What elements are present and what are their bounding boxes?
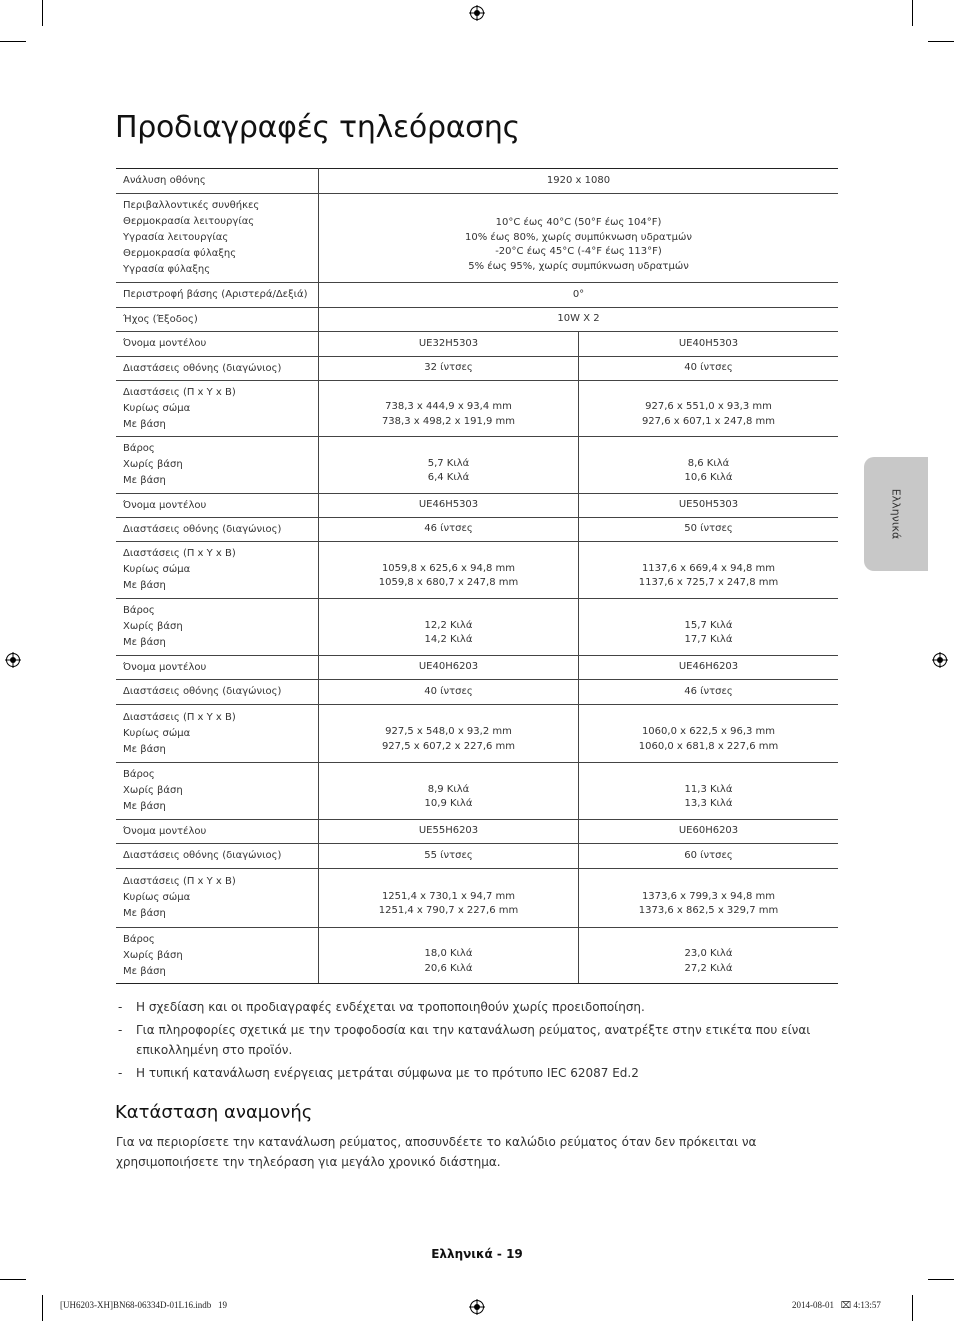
spec-label	[116, 169, 319, 194]
spec-label	[116, 494, 319, 518]
spec-value-line: 12,2 Κιλά	[424, 619, 473, 631]
crop-mark	[0, 1279, 26, 1280]
spec-value-line: UE60H6203	[678, 825, 739, 837]
spec-value-line: 10,9 Κιλά	[424, 798, 473, 809]
spec-value	[319, 928, 579, 984]
spec-value	[319, 844, 579, 869]
spec-value-line: 10°C έως 40°C (50°F έως 104°F)	[495, 217, 662, 228]
registration-mark-icon	[469, 1299, 485, 1315]
spec-value-line: 23,0 Κιλά	[684, 948, 733, 959]
spec-value	[319, 381, 579, 437]
spec-value-line: -20°C έως 45°C (-4°F έως 113°F)	[495, 246, 662, 257]
spec-label	[116, 308, 319, 332]
spec-row	[116, 169, 838, 194]
spec-value-line: 15,7 Κιλά	[684, 619, 733, 631]
spec-value	[579, 820, 839, 844]
spec-value	[319, 437, 579, 494]
spec-value	[319, 283, 839, 308]
spec-value	[579, 656, 839, 680]
note-dash: -	[118, 1023, 123, 1037]
spec-value	[319, 542, 579, 599]
spec-row	[116, 308, 838, 332]
spec-label	[116, 381, 319, 437]
spec-label-line: Με βάση	[123, 475, 166, 486]
spec-label-line: Χωρίς βάση	[123, 621, 183, 632]
spec-label	[116, 542, 319, 599]
note-dash: -	[118, 1066, 123, 1080]
crop-mark	[928, 41, 954, 42]
spec-value	[319, 494, 579, 518]
spec-value-line: 27,2 Κιλά	[684, 962, 733, 974]
spec-value	[579, 705, 839, 763]
spec-label-line: Διαστάσεις οθόνης (διαγώνιος)	[123, 523, 282, 535]
spec-value-line: 46 ίντσες	[424, 523, 473, 535]
spec-label	[116, 194, 319, 283]
spec-row	[116, 542, 838, 599]
spec-value-line: 8,6 Κιλά	[687, 457, 730, 469]
spec-label	[116, 705, 319, 763]
notes-list	[116, 997, 838, 1086]
spec-label-line: Βάρος	[123, 443, 155, 454]
spec-label-line: Κυρίως σώμα	[123, 892, 191, 903]
spec-value	[319, 599, 579, 656]
spec-value-line: 1373,6 x 862,5 x 329,7 mm	[638, 905, 779, 916]
spec-value	[319, 518, 579, 542]
spec-value-line: 927,6 x 607,1 x 247,8 mm	[641, 415, 776, 427]
spec-label	[116, 763, 319, 820]
spec-row	[116, 381, 838, 437]
spec-value-line: UE55H6203	[418, 825, 479, 837]
spec-label-line: Διαστάσεις (Π x Υ x Β)	[123, 876, 236, 887]
spec-label-line: Περιστροφή βάσης (Αριστερά/Δεξιά)	[123, 289, 308, 300]
registration-mark-icon	[932, 652, 948, 668]
spec-value	[579, 680, 839, 705]
spec-label	[116, 437, 319, 494]
language-side-tab	[864, 457, 928, 571]
spec-value-line: 927,6 x 551,0 x 93,3 mm	[645, 401, 772, 412]
spec-label-line: Όνομα μοντέλου	[123, 661, 207, 673]
spec-label-line: Χωρίς βάση	[123, 459, 183, 470]
spec-label	[116, 599, 319, 656]
standby-text: Για να περιορίσετε την κατανάλωση ρεύματος, αποσυνδέετε το καλώδιο ρεύματος όταν δεν πρόκειται να χρησιμοποιήσετε την τηλεόραση για μεγάλο χρονικό διάστημα.	[116, 1135, 757, 1169]
spec-value-line: 20,6 Κιλά	[424, 962, 473, 974]
spec-value	[319, 869, 579, 928]
spec-label	[116, 518, 319, 542]
spec-value	[579, 928, 839, 984]
spec-label-line: Διαστάσεις οθόνης (διαγώνιος)	[123, 686, 282, 697]
spec-value-line: 1137,6 x 669,4 x 94,8 mm	[641, 562, 776, 574]
spec-value-line: 1059,8 x 680,7 x 247,8 mm	[378, 577, 519, 588]
spec-value-line: 1059,8 x 625,6 x 94,8 mm	[381, 562, 516, 574]
spec-label-line: Χωρίς βάση	[123, 949, 183, 961]
registration-mark-icon	[5, 652, 21, 668]
spec-label-line: Διαστάσεις (Π x Υ x Β)	[123, 711, 236, 723]
print-slug-date: 2014-08-01 ⌧ 4:13:57	[792, 1300, 881, 1310]
note-dash: -	[118, 1000, 123, 1014]
crop-mark	[928, 1279, 954, 1280]
spec-label-line: Με βάση	[123, 637, 166, 648]
spec-label	[116, 656, 319, 680]
spec-label-line: Υγρασία φύλαξης	[123, 264, 211, 275]
spec-row	[116, 332, 838, 357]
language-side-tab-label: Ελληνικά	[889, 488, 903, 540]
spec-value-line: 1251,4 x 730,1 x 94,7 mm	[381, 890, 516, 902]
spec-row	[116, 680, 838, 705]
spec-table	[116, 168, 838, 984]
print-slug-file: [UH6203-XH]BN68-06334D-01L16.indb 19	[60, 1300, 227, 1310]
spec-value	[579, 763, 839, 820]
spec-value-line: 55 ίντσες	[424, 849, 473, 861]
note-item	[116, 1063, 838, 1083]
spec-row	[116, 705, 838, 763]
spec-value-line: UE46H5303	[418, 499, 479, 511]
spec-value-line: 40 ίντσες	[684, 362, 733, 374]
spec-value-line: 1920 x 1080	[546, 174, 611, 186]
spec-row	[116, 518, 838, 542]
spec-row	[116, 437, 838, 494]
spec-value	[579, 518, 839, 542]
spec-label	[116, 928, 319, 984]
spec-row	[116, 283, 838, 308]
spec-value	[579, 844, 839, 869]
spec-value	[319, 169, 839, 194]
registration-mark-icon	[469, 5, 485, 21]
spec-label-line: Όνομα μοντέλου	[123, 338, 207, 349]
spec-value-line: 11,3 Κιλά	[684, 783, 733, 795]
crop-mark	[912, 1295, 913, 1321]
spec-value	[319, 332, 579, 357]
note-text: Για πληροφορίες σχετικά με την τροφοδοσία και την κατανάλωση ρεύματος, ανατρέξτε στην ετικέτα που είναι επικολλημένη στο προϊόν.	[136, 1023, 811, 1057]
spec-value	[579, 599, 839, 656]
spec-value-line: 6,4 Κιλά	[427, 472, 470, 483]
spec-label-line: Υγρασία λειτουργίας	[123, 232, 229, 243]
spec-value-line: 1251,4 x 790,7 x 227,6 mm	[378, 905, 519, 916]
spec-label-line: Διαστάσεις (Π x Υ x Β)	[123, 548, 236, 559]
spec-value	[319, 656, 579, 680]
spec-label-line: Ήχος (Έξοδος)	[123, 313, 198, 325]
spec-value	[319, 194, 839, 283]
crop-mark	[42, 0, 43, 26]
spec-label-line: Περιβαλλοντικές συνθήκες	[123, 200, 260, 211]
spec-row	[116, 656, 838, 680]
page-title: Προδιαγραφές τηλεόρασης	[115, 110, 520, 145]
spec-value-line: 1373,6 x 799,3 x 94,8 mm	[641, 890, 776, 902]
crop-mark	[42, 1295, 43, 1321]
spec-value	[579, 437, 839, 494]
note-item	[116, 1020, 838, 1060]
spec-value	[579, 381, 839, 437]
spec-label-line: Όνομα μοντέλου	[123, 499, 207, 511]
spec-row	[116, 928, 838, 984]
spec-label-line: Βάρος	[123, 605, 155, 616]
spec-value-line: UE32H5303	[418, 337, 479, 349]
spec-label-line: Όνομα μοντέλου	[123, 825, 207, 837]
page-number: Ελληνικά - 19	[431, 1247, 523, 1261]
spec-label-line: Με βάση	[123, 801, 166, 812]
spec-label	[116, 357, 319, 381]
spec-label	[116, 844, 319, 869]
spec-table-body	[116, 169, 838, 984]
spec-value-line: 60 ίντσες	[684, 849, 733, 861]
spec-value-line: 13,3 Κιλά	[684, 798, 733, 809]
spec-value-line: UE50H5303	[678, 499, 739, 511]
spec-row	[116, 763, 838, 820]
spec-value-line: 46 ίντσες	[684, 685, 733, 697]
standby-heading: Κατάσταση αναμονής	[115, 1102, 313, 1123]
spec-label-line: Χωρίς βάση	[123, 785, 183, 796]
spec-label-line: Θερμοκρασία λειτουργίας	[123, 216, 255, 227]
spec-value-line: 5% έως 95%, χωρίς συμπύκνωση υδρατμών	[468, 260, 689, 272]
spec-value-line: UE40H5303	[678, 337, 739, 349]
spec-value-line: 10,6 Κιλά	[684, 472, 733, 483]
spec-row	[116, 494, 838, 518]
spec-value	[319, 680, 579, 705]
spec-label-line: Με βάση	[123, 580, 166, 591]
spec-value	[319, 705, 579, 763]
crop-mark	[912, 0, 913, 26]
spec-value-line: 18,0 Κιλά	[424, 948, 473, 959]
spec-row	[116, 194, 838, 283]
spec-value	[319, 763, 579, 820]
spec-value	[319, 820, 579, 844]
spec-value-line: 10% έως 80%, χωρίς συμπύκνωση υδρατμών	[465, 231, 692, 243]
spec-value	[319, 308, 839, 332]
spec-label	[116, 283, 319, 308]
spec-row	[116, 869, 838, 928]
spec-label	[116, 820, 319, 844]
spec-value-line: 8,9 Κιλά	[427, 783, 470, 795]
spec-value-line: 1060,0 x 681,8 x 227,6 mm	[638, 740, 779, 752]
spec-label-line: Κυρίως σώμα	[123, 402, 191, 414]
spec-value	[319, 357, 579, 381]
spec-label-line: Βάρος	[123, 933, 155, 945]
spec-value-line: 1137,6 x 725,7 x 247,8 mm	[638, 577, 779, 588]
spec-label-line: Κυρίως σώμα	[123, 564, 191, 575]
spec-row	[116, 820, 838, 844]
spec-row	[116, 599, 838, 656]
spec-value-line: 738,3 x 444,9 x 93,4 mm	[385, 401, 512, 412]
spec-row	[116, 357, 838, 381]
spec-value-line: UE46H6203	[678, 661, 739, 673]
note-text: Η τυπική κατανάλωση ενέργειας μετράται σύμφωνα με το πρότυπο IEC 62087 Ed.2	[136, 1066, 639, 1080]
spec-label-line: Κυρίως σώμα	[123, 727, 191, 739]
spec-label-line: Διαστάσεις οθόνης (διαγώνιος)	[123, 850, 282, 861]
spec-value-line: 738,3 x 498,2 x 191,9 mm	[381, 415, 516, 427]
spec-value-line: 927,5 x 607,2 x 227,6 mm	[381, 740, 516, 752]
spec-label	[116, 869, 319, 928]
spec-value	[579, 332, 839, 357]
spec-value	[579, 542, 839, 599]
spec-value-line: 14,2 Κιλά	[424, 634, 473, 645]
spec-value-line: 50 ίντσες	[684, 523, 733, 535]
spec-value-line: 5,7 Κιλά	[427, 457, 470, 469]
spec-label-line: Με βάση	[123, 418, 166, 430]
spec-value	[579, 357, 839, 381]
spec-label-line: Θερμοκρασία φύλαξης	[123, 248, 237, 259]
spec-value-line: 927,5 x 548,0 x 93,2 mm	[385, 726, 512, 737]
spec-label-line: Διαστάσεις (Π x Υ x Β)	[123, 386, 236, 398]
spec-value	[579, 494, 839, 518]
spec-label-line: Βάρος	[123, 769, 155, 780]
spec-value-line: 40 ίντσες	[424, 685, 473, 697]
spec-value-line: 17,7 Κιλά	[684, 634, 733, 645]
spec-value-line: 10W X 2	[557, 313, 600, 325]
spec-value-line: UE40H6203	[418, 661, 479, 673]
note-text: Η σχεδίαση και οι προδιαγραφές ενδέχεται να τροποποιηθούν χωρίς προειδοποίηση.	[136, 1000, 645, 1014]
spec-label-line: Με βάση	[123, 965, 166, 977]
spec-value-line: 32 ίντσες	[424, 362, 473, 374]
spec-label-line: Ανάλυση οθόνης	[123, 175, 206, 186]
note-item	[116, 997, 838, 1017]
spec-label	[116, 680, 319, 705]
spec-value-line: 0°	[572, 288, 585, 300]
spec-label-line: Με βάση	[123, 743, 166, 755]
crop-mark	[0, 41, 26, 42]
spec-value-line: 1060,0 x 622,5 x 96,3 mm	[641, 726, 776, 737]
spec-label-line: Με βάση	[123, 908, 166, 919]
spec-label	[116, 332, 319, 357]
spec-row	[116, 844, 838, 869]
spec-value	[579, 869, 839, 928]
spec-label-line: Διαστάσεις οθόνης (διαγώνιος)	[123, 362, 282, 374]
